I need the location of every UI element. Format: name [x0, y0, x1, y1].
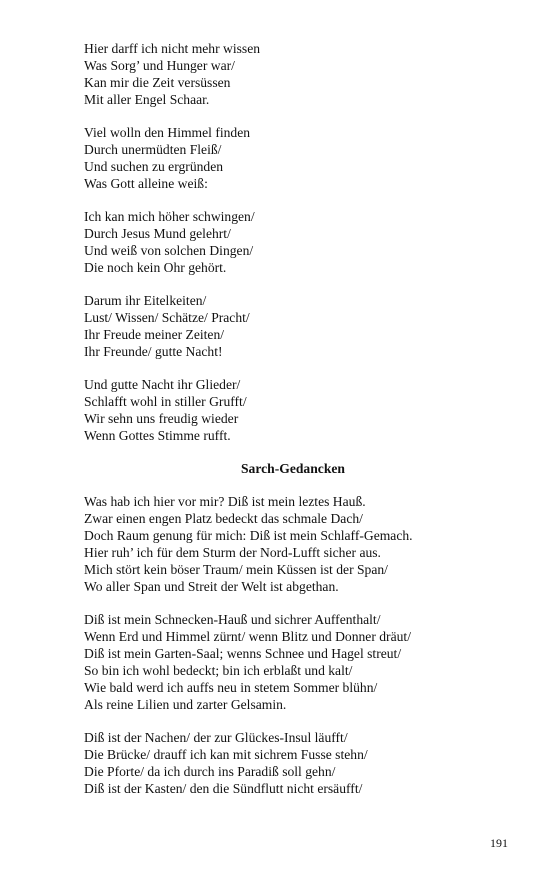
verse-line: Die noch kein Ohr gehört.: [84, 260, 227, 275]
stanza: [84, 493, 484, 595]
stanza: [84, 208, 484, 276]
stanza: [84, 611, 484, 713]
verse-line: Und suchen zu ergründen: [84, 159, 224, 174]
verse-line: Was Sorg’ und Hunger war/: [84, 58, 235, 73]
verse-line: Zwar einen engen Platz bedeckt das schmale Dach/: [84, 511, 363, 526]
verse-line: Was Gott alleine weiß:: [84, 176, 208, 191]
verse-line: Schlafft wohl in stiller Grufft/: [84, 394, 247, 409]
verse-line: Ich kan mich höher schwingen/: [84, 209, 255, 224]
verse-line: Wenn Gottes Stimme rufft.: [84, 428, 231, 443]
verse-line: Durch Jesus Mund gelehrt/: [84, 226, 231, 241]
verse-line: Hier darff ich nicht mehr wissen: [84, 41, 261, 56]
verse-line: Wo aller Span und Streit der Welt ist abgethan.: [84, 579, 339, 594]
verse-line: Und weiß von solchen Dingen/: [84, 243, 254, 258]
verse-line: Lust/ Wissen/ Schätze/ Pracht/: [84, 310, 250, 325]
verse-line: Diß ist der Kasten/ den die Sündflutt nicht ersäufft/: [84, 781, 363, 796]
verse-line: Hier ruh’ ich für dem Sturm der Nord-Lufft sicher aus.: [84, 545, 381, 560]
verse-line: Durch unermüdten Fleiß/: [84, 142, 222, 157]
verse-line: Ihr Freude meiner Zeiten/: [84, 327, 225, 342]
verse-line: Die Brücke/ drauff ich kan mit sichrem Fusse stehn/: [84, 747, 368, 762]
verse-line: Wir sehn uns freudig wieder: [84, 411, 239, 426]
stanza: [84, 292, 484, 360]
verse-line: Die Pforte/ da ich durch ins Paradiß soll gehn/: [84, 764, 336, 779]
verse-line: Darum ihr Eitelkeiten/: [84, 293, 207, 308]
verse-line: Wenn Erd und Himmel zürnt/ wenn Blitz und Donner dräut/: [84, 629, 411, 644]
stanza: [84, 124, 484, 192]
stanza: [84, 729, 484, 797]
verse-line: Als reine Lilien und zarter Gelsamin.: [84, 697, 287, 712]
page-number: 191: [490, 836, 508, 850]
verse-line: Ihr Freunde/ gutte Nacht!: [84, 344, 223, 359]
verse-line: Diß ist mein Garten-Saal; wenns Schnee und Hagel streut/: [84, 646, 402, 661]
verse-line: Wie bald werd ich auffs neu in stetem Sommer blühn/: [84, 680, 378, 695]
verse-line: Diß ist mein Schnecken-Hauß und sichrer Auffenthalt/: [84, 612, 381, 627]
verse-line: Was hab ich hier vor mir? Diß ist mein leztes Hauß.: [84, 494, 366, 509]
verse-line: Mit aller Engel Schaar.: [84, 92, 210, 107]
verse-line: Viel wolln den Himmel finden: [84, 125, 251, 140]
verse-line: Doch Raum genung für mich: Diß ist mein Schlaff-Gemach.: [84, 528, 413, 543]
verse-line: Und gutte Nacht ihr Glieder/: [84, 377, 241, 392]
stanza: [84, 376, 484, 444]
verse-line: Diß ist der Nachen/ der zur Glückes-Insul läufft/: [84, 730, 348, 745]
verse-line: Mich stört kein böser Traum/ mein Küssen ist der Span/: [84, 562, 388, 577]
verse-line: Kan mir die Zeit versüssen: [84, 75, 231, 90]
poem-title: Sarch-Gedancken: [241, 461, 345, 476]
verse-line: So bin ich wohl bedeckt; bin ich erblaßt und kalt/: [84, 663, 353, 678]
page-body: [84, 40, 484, 813]
stanza: [84, 40, 484, 108]
